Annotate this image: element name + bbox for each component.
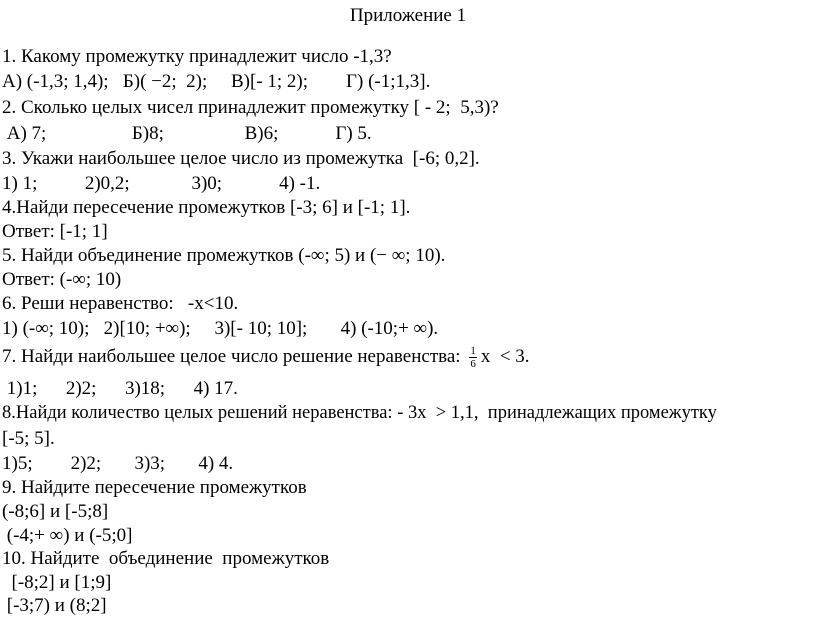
question-7-options: 1)1; 2)2; 3)18; 4) 17.	[2, 378, 238, 399]
question-4-text: 4.Найди пересечение промежутков [-3; 6] и [-1; 1].	[2, 197, 411, 218]
question-3-text: 3. Укажи наибольшее целое число из промежутка [-6; 0,2].	[2, 148, 480, 169]
question-2-text: 2. Сколько целых чисел принадлежит промежутку [ - 2; 5,3)?	[2, 97, 499, 118]
question-7-text-before: 7. Найди наибольшее целое число решение неравенства:	[2, 346, 466, 367]
question-5-text: 5. Найди объединение промежутков (-∞; 5) и (− ∞; 10).	[2, 245, 446, 266]
question-8-options: 1)5; 2)2; 3)3; 4) 4.	[2, 453, 234, 474]
question-10-item-2: [-3;7) и (8;2]	[2, 595, 107, 616]
question-8-text: 8.Найди количество целых решений неравенства: - 3х > 1,1, принадлежащих промежутку	[2, 403, 717, 423]
question-1-options: А) (-1,3; 1,4); Б)( −2; 2); В)[- 1; 2); Г) (-1;1,3].	[2, 71, 431, 92]
question-7-text-after: x < 3.	[480, 346, 530, 367]
question-2-options: А) 7; Б)8; В)6; Г) 5.	[2, 123, 372, 144]
question-5-answer: Ответ: (-∞; 10)	[2, 269, 122, 290]
question-8-text-2: [-5; 5].	[2, 428, 55, 449]
question-6-text: 6. Реши неравенство: -х<10.	[2, 293, 239, 314]
question-9-text: 9. Найдите пересечение промежутков	[2, 477, 307, 498]
question-9-item-1: (-8;6] и [-5;8]	[2, 501, 109, 522]
question-7-text	[2, 343, 530, 371]
question-9-item-2: (-4;+ ∞) и (-5;0]	[2, 525, 133, 546]
question-3-options: 1) 1; 2)0,2; 3)0; 4) -1.	[2, 173, 321, 194]
page-title: Приложение 1	[349, 5, 467, 26]
fraction	[469, 345, 477, 370]
question-4-answer: Ответ: [-1; 1]	[2, 221, 108, 242]
fraction-numerator: 1	[470, 345, 476, 358]
question-6-options: 1) (-∞; 10); 2)[10; +∞); 3)[- 10; 10]; 4) (-10;+ ∞).	[2, 318, 439, 339]
fraction-denominator: 6	[470, 358, 476, 371]
question-10-text: 10. Найдите объединение промежутков	[2, 548, 330, 569]
question-1-text: 1. Какому промежутку принадлежит число -1,3?	[2, 46, 392, 67]
question-10-item-1: [-8;2] и [1;9]	[2, 572, 112, 593]
